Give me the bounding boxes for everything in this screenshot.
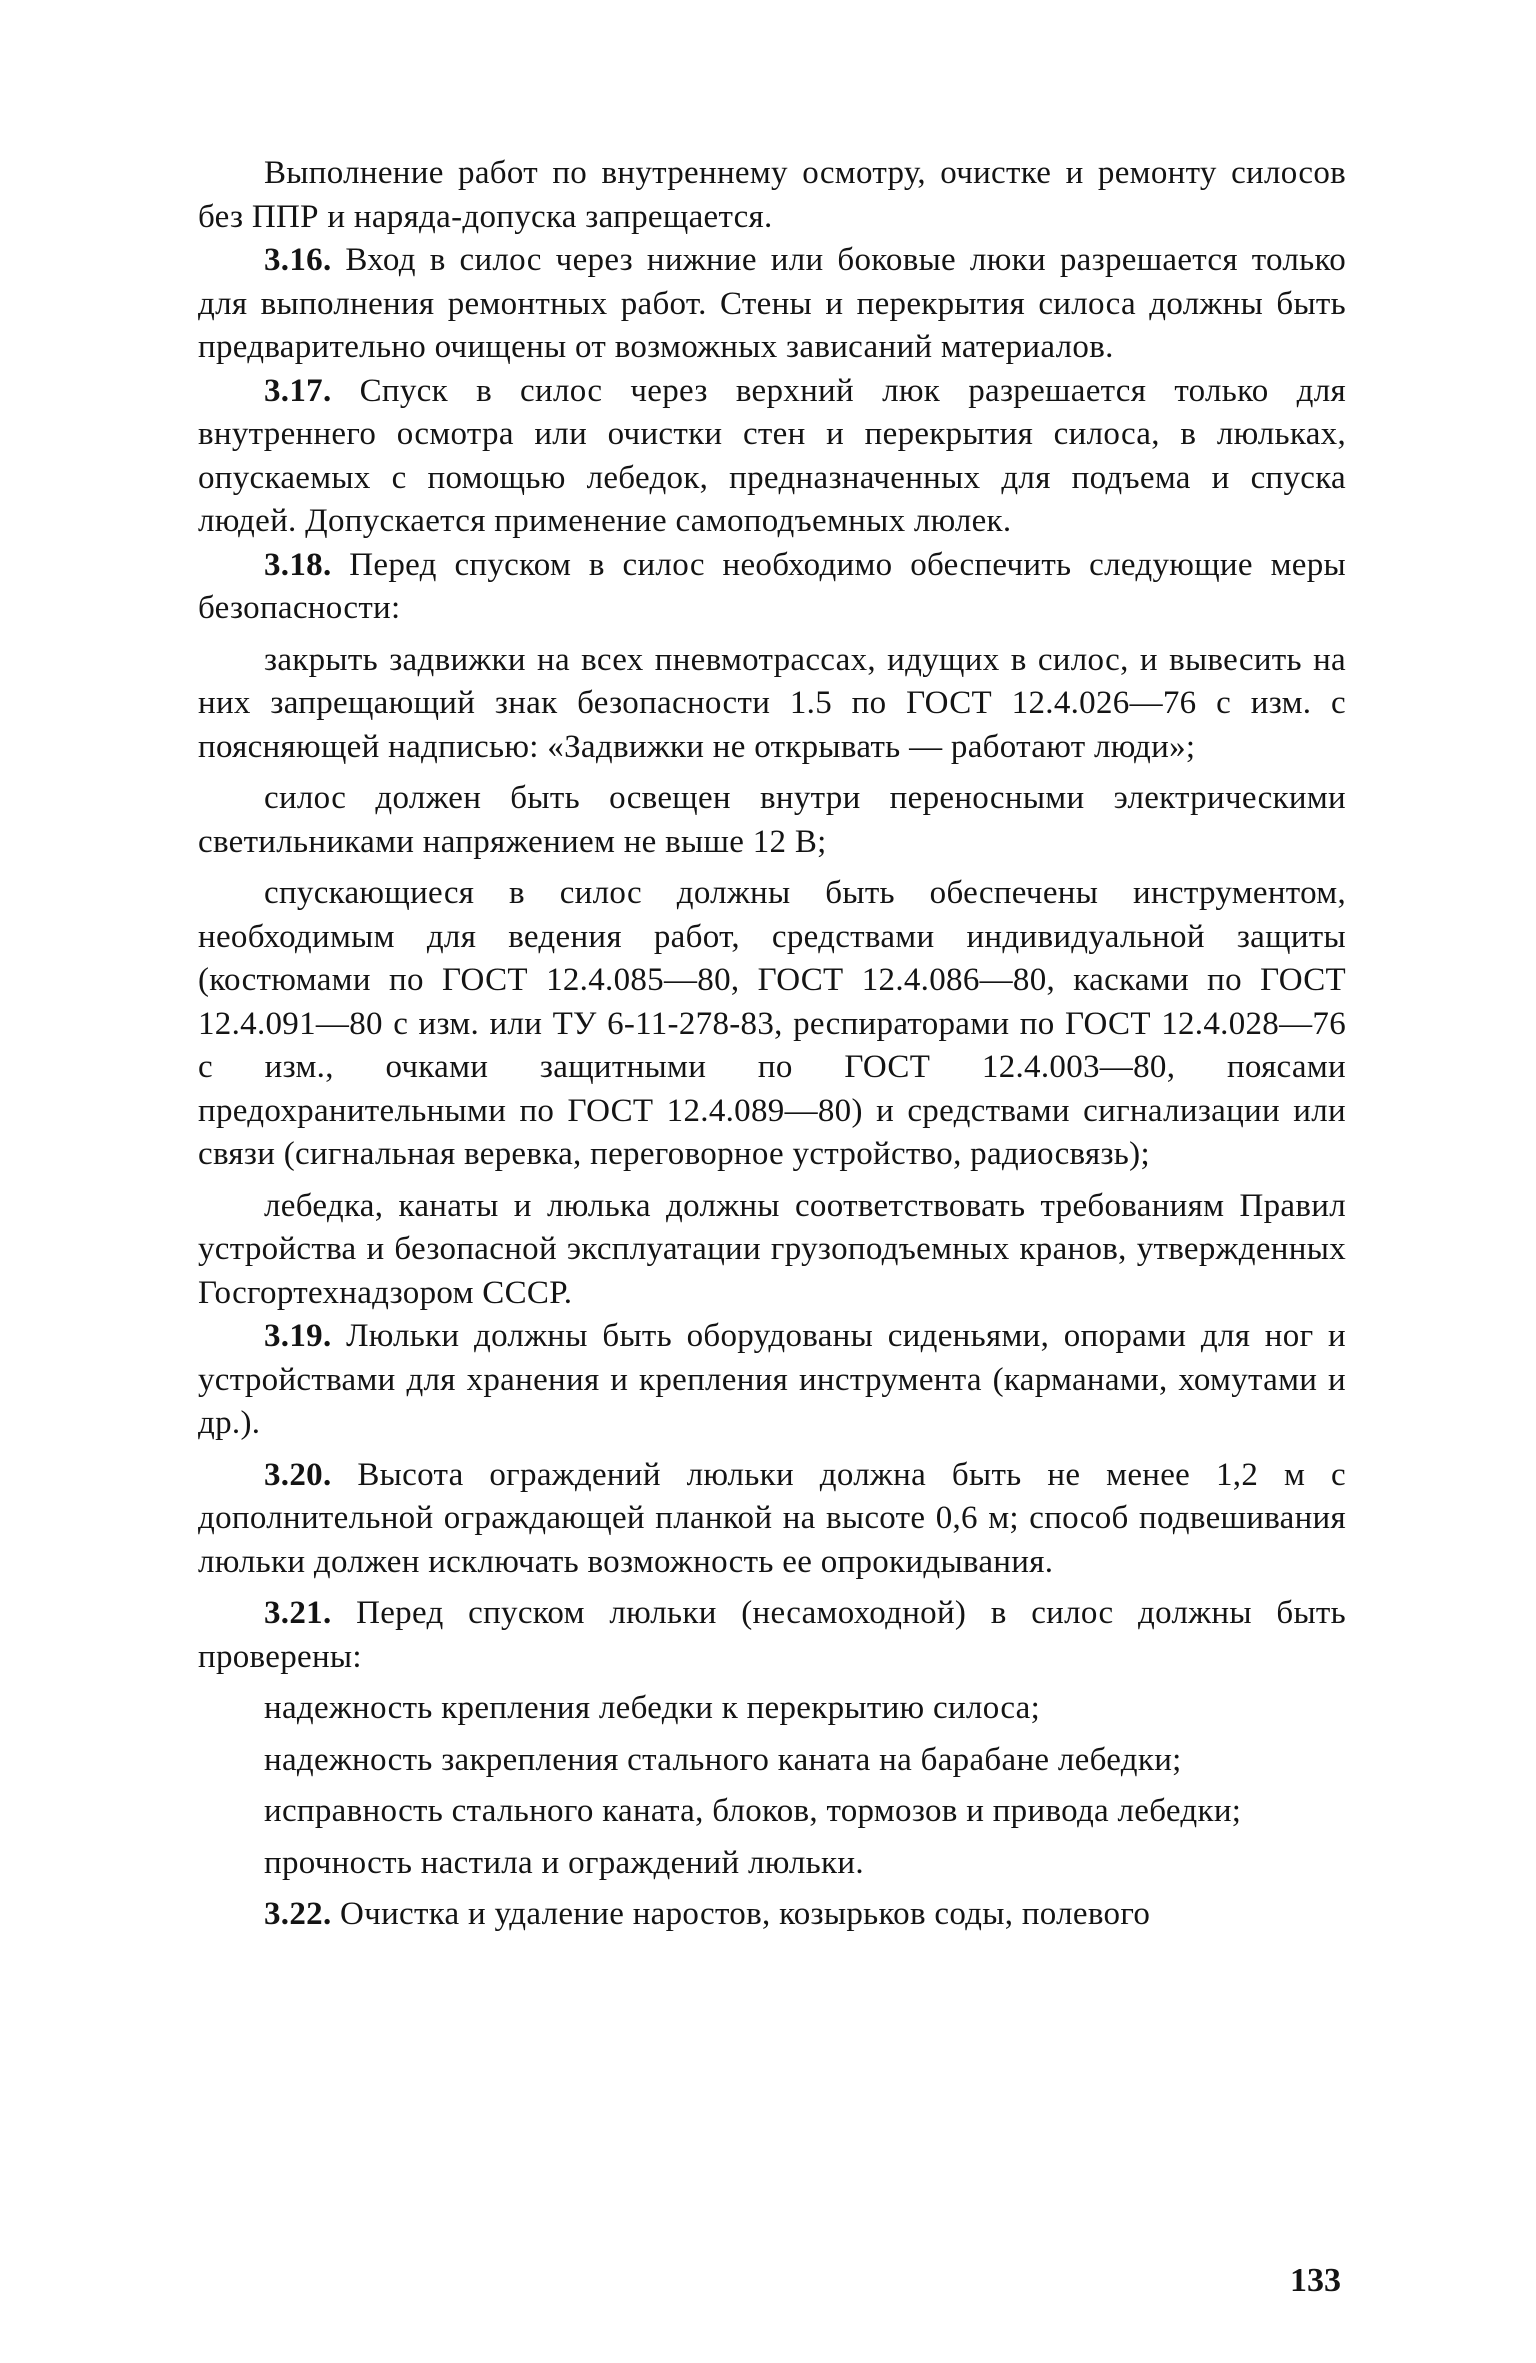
clause-number: 3.17. xyxy=(264,372,332,409)
paragraph-3-18 xyxy=(198,544,1346,631)
paragraph-text: Вход в силос через нижние или боковые люки разрешается только для выполнения ремонтных работ. Стены и перекрытия силоса должны быть предварительно очищены от возможных зависаний материалов. xyxy=(198,242,1346,365)
list-item xyxy=(198,1842,1346,1886)
clause-number: 3.18. xyxy=(264,546,332,583)
list-item xyxy=(198,639,1346,770)
paragraph-text: надежность крепления лебедки к перекрытию силоса; xyxy=(264,1690,1041,1726)
list-item xyxy=(198,1739,1346,1783)
paragraph-text: силос должен быть освещен внутри переносными электрическими светильниками напряжением не выше 12 В; xyxy=(198,780,1346,860)
paragraph-text: Перед спуском люльки (несамоходной) в силос должны быть проверены: xyxy=(198,1595,1346,1675)
paragraph-text: исправность стального каната, блоков, тормозов и привода лебедки; xyxy=(264,1793,1242,1829)
paragraph-text: закрыть задвижки на всех пневмотрассах, идущих в силос, и вывесить на них запрещающий знак безопасности 1.5 по ГОСТ 12.4.026—76 с изм. с поясняющей надписью: «Задвижки не открывать — работают люди»; xyxy=(198,641,1346,765)
list-item xyxy=(198,777,1346,864)
list-item xyxy=(198,1687,1346,1731)
paragraph-3-16 xyxy=(198,239,1346,370)
paragraph-intro xyxy=(198,152,1346,239)
paragraph-3-21 xyxy=(198,1592,1346,1679)
paragraph-text: Перед спуском в силос необходимо обеспечить следующие меры безопасности: xyxy=(198,546,1346,626)
paragraph-3-22 xyxy=(198,1893,1346,1937)
paragraph-text: Люльки должны быть оборудованы сиденьями, опорами для ног и устройствами для хранения и крепления инструмента (карманами, хомутами и др.). xyxy=(198,1318,1346,1441)
paragraph-text: Выполнение работ по внутреннему осмотру, очистке и ремонту силосов без ППР и наряда-допуска запрещается. xyxy=(198,155,1346,235)
paragraph-text: лебедка, канаты и люлька должны соответствовать требованиям Правил устройства и безопасной эксплуатации грузоподъемных кранов, утвержденных Госгортехнадзором СССР. xyxy=(198,1187,1346,1311)
clause-number: 3.22. xyxy=(264,1896,332,1932)
paragraph-text: Высота ограждений люльки должна быть не менее 1,2 м с дополнительной ограждающей планкой на высоте 0,6 м; способ подвешивания люльки должен исключать возможность ее опрокидывания. xyxy=(198,1456,1346,1580)
paragraph-text: надежность закрепления стального каната на барабане лебедки; xyxy=(264,1741,1182,1778)
list-item xyxy=(198,1185,1346,1316)
clause-number: 3.19. xyxy=(264,1318,332,1354)
paragraph-3-19 xyxy=(198,1315,1346,1446)
clause-number: 3.20. xyxy=(264,1456,332,1493)
paragraph-3-17 xyxy=(198,370,1346,544)
paragraph-text: спускающиеся в силос должны быть обеспечены инструментом, необходимым для ведения работ, средствами индивидуальной защиты (костюмами по ГОСТ 12.4.085—80, ГОСТ 12.4.086—80, касками по ГОСТ 12.4.091—80 с изм. или ТУ 6-11-278-83, респираторами по ГОСТ 12.4.028—76 с изм., очками защитными по ГОСТ 12.4.003—80, поясами предохранительными по ГОСТ 12.4.089—80) и средствами сигнализации или связи (сигнальная веревка, переговорное устройство, радиосвязь); xyxy=(198,875,1346,1172)
list-item xyxy=(198,872,1346,1177)
paragraph-text: Очистка и удаление наростов, козырьков соды, полевого xyxy=(331,1896,1151,1932)
clause-number: 3.21. xyxy=(264,1595,332,1631)
page-number: 133 xyxy=(1290,2262,1341,2299)
clause-number: 3.16. xyxy=(264,242,332,278)
paragraph-3-20 xyxy=(198,1454,1346,1585)
paragraph-text: Спуск в силос через верхний люк разрешается только для внутреннего осмотра или очистки стен и перекрытия силоса, в люльках, опускаемых с помощью лебедок, предназначенных для подъема и спуска людей. Допускается применение самоподъемных люлек. xyxy=(198,372,1346,539)
paragraph-text: прочность настила и ограждений люльки. xyxy=(264,1844,864,1881)
page-body xyxy=(198,152,1346,1937)
list-item xyxy=(198,1790,1346,1834)
